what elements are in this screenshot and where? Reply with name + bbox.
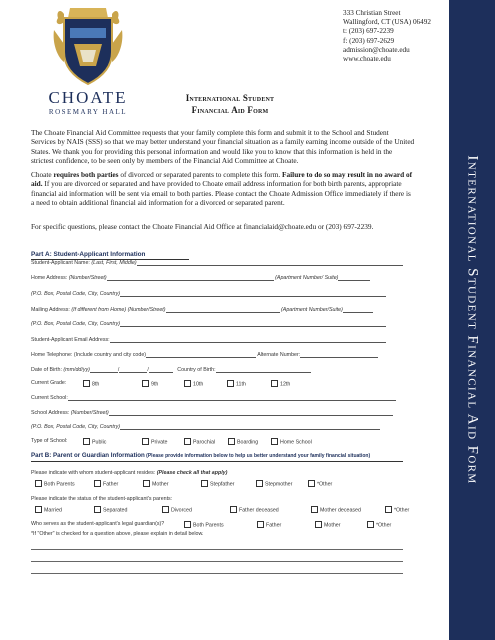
grade-8-checkbox[interactable] <box>83 380 90 387</box>
resides-both-option[interactable] <box>35 480 75 488</box>
mailing-po-hint: (P.O. Box, Postal Code, City, Country) <box>31 321 121 327</box>
grade-9-text: 9th <box>151 381 159 388</box>
resides-other-text: *Other <box>317 481 333 488</box>
grade-12-checkbox[interactable] <box>271 380 278 387</box>
grade-10-option[interactable] <box>184 380 203 388</box>
guardian-other-text: *Other <box>376 522 392 529</box>
home-address-line[interactable] <box>107 274 274 281</box>
type-home-checkbox[interactable] <box>271 438 278 445</box>
type-parochial-checkbox[interactable] <box>184 438 191 445</box>
status-mother-deceased-checkbox[interactable] <box>311 506 318 513</box>
type-private-checkbox[interactable] <box>142 438 149 445</box>
school-address-label: School Address: <box>31 410 71 416</box>
status-question <box>31 496 403 504</box>
address-city: Wallingford, CT (USA) 06492 <box>343 18 431 27</box>
applicant-name-field[interactable] <box>31 259 403 267</box>
resides-father-option[interactable] <box>94 480 118 488</box>
intro-paragraph-1: The Choate Financial Aid Committee requests that your family complete this form and submit it to the School and Student Services by NAIS (SSS) so that we may better understand your financial situation as a family earning income outside of the United States. We thank you for providing this personal information and would like you to know that this information is held in the strictest confidence, to be seen only by members of the Financial Aid Committee at Choate. <box>31 128 415 166</box>
resides-mother-text: Mother <box>152 481 169 488</box>
type-public-checkbox[interactable] <box>83 438 90 445</box>
guardian-father-text: Father <box>266 522 282 529</box>
resides-stepfather-text: Stepfather <box>210 481 235 488</box>
explain-line-1[interactable] <box>31 549 403 550</box>
type-home-option[interactable] <box>271 438 312 446</box>
telephone-label: Home Telephone: (Include country and city code) <box>31 352 147 358</box>
p2-text-c: of divorced or separated parents to complete this form. <box>118 170 283 179</box>
alternate-number-line[interactable] <box>300 351 378 358</box>
address-fax: f: (203) 697-2629 <box>343 36 395 45</box>
dob-label: Date of Birth: <box>31 367 64 373</box>
resides-stepmother-option[interactable] <box>256 480 292 488</box>
intro-paragraph-2 <box>31 170 415 208</box>
type-boarding-checkbox[interactable] <box>228 438 235 445</box>
cob-line[interactable] <box>216 366 311 373</box>
resides-both-text: Both Parents <box>44 481 75 488</box>
home-address-field[interactable] <box>31 274 403 282</box>
grade-8-text: 8th <box>92 381 100 388</box>
status-mother-deceased-text: Mother deceased <box>320 507 361 514</box>
current-school-field[interactable] <box>31 394 403 402</box>
grade-10-text: 10th <box>193 381 204 388</box>
guardian-both-text: Both Parents <box>193 522 224 529</box>
status-father-deceased-text: Father deceased <box>239 507 279 514</box>
guardian-row <box>31 521 403 529</box>
dob-month-line[interactable] <box>90 366 118 373</box>
p2-text-e: If you are divorced or separated and have provided to Choate email address information for both birth parents, appropriate financial aid information will be sent via email to both parties. Please contact the Choate Admission Office immediately if there is a need to obtain additional financial aid information for a divorced or separated parent. <box>31 179 411 208</box>
part-b-note: (Please provide information below to help us better understand your family financial situation) <box>144 453 371 459</box>
address-web: www.choate.edu <box>343 55 391 64</box>
school-address-field[interactable] <box>31 409 403 417</box>
type-private-text: Private <box>151 439 168 446</box>
applicant-name-line[interactable] <box>137 259 403 266</box>
resides-both-checkbox[interactable] <box>35 480 42 487</box>
crest-icon <box>50 4 126 86</box>
resides-father-text: Father <box>103 481 119 488</box>
telephone-field[interactable] <box>31 351 403 359</box>
mailing-po-field[interactable] <box>31 320 403 328</box>
grade-label: Current Grade: <box>31 380 67 386</box>
resides-father-checkbox[interactable] <box>94 480 101 487</box>
dob-year-line[interactable] <box>149 366 173 373</box>
grade-11-option[interactable] <box>227 380 246 388</box>
type-home-text: Home School <box>280 439 312 446</box>
grade-12-text: 12th <box>280 381 291 388</box>
applicant-name-label: Student-Applicant Name: <box>31 260 92 266</box>
school-po-hint: (P.O. Box, Postal Code, City, Country) <box>31 424 121 430</box>
school-type-label: Type of School: <box>31 438 68 444</box>
resides-stepfather-option[interactable] <box>201 480 234 488</box>
p2-text-d: Failure to do so may result in no award of aid. <box>31 170 413 189</box>
home-po-hint: (P.O. Box, Postal Code, City, Country) <box>31 291 121 297</box>
status-row <box>31 506 410 514</box>
email-field[interactable] <box>31 336 403 344</box>
grade-9-option[interactable] <box>142 380 158 388</box>
logo-subtitle: ROSEMARY HALL <box>48 108 128 116</box>
mailing-address-line[interactable] <box>166 306 280 313</box>
dob-day-line[interactable] <box>119 366 147 373</box>
home-apt-line[interactable] <box>338 274 370 281</box>
status-mother-deceased-option[interactable] <box>311 506 361 514</box>
part-a-heading: Part A: Student-Applicant Information <box>31 251 146 258</box>
type-private-option[interactable] <box>142 438 168 446</box>
resides-question <box>31 470 403 478</box>
p2-text-b: requires both parties <box>53 170 119 179</box>
mailing-po-line[interactable] <box>120 320 386 327</box>
type-parochial-option[interactable] <box>184 438 215 446</box>
mailing-address-field[interactable] <box>31 306 403 314</box>
intro-paragraph-3: For specific questions, please contact the Choate Financial Aid Office at financialaid@choate.edu or (203) 697-2239. <box>31 222 374 231</box>
guardian-mother-text: Mother <box>324 522 341 529</box>
telephone-line[interactable] <box>146 351 256 358</box>
school-type-row <box>31 438 403 446</box>
status-divorced-option[interactable] <box>162 506 192 514</box>
mailing-address-hint: (If different from Home) (Number/Street) <box>71 307 166 313</box>
resides-stepfather-checkbox[interactable] <box>201 480 208 487</box>
status-father-deceased-checkbox[interactable] <box>230 506 237 513</box>
address-phone: t: (203) 697-2239 <box>343 27 394 36</box>
form-title <box>150 92 310 116</box>
part-b-title: Part B: Parent or Guardian Information <box>31 452 145 459</box>
school-address <box>343 9 431 64</box>
status-divorced-text: Divorced <box>171 507 192 514</box>
mailing-apt-hint: (Apartment Number/Suite) <box>281 307 343 313</box>
grade-11-checkbox[interactable] <box>227 380 234 387</box>
type-boarding-option[interactable] <box>228 438 258 446</box>
type-public-text: Public <box>92 439 107 446</box>
explain-line-2[interactable] <box>31 561 403 562</box>
resides-other-option[interactable] <box>308 480 332 488</box>
status-divorced-checkbox[interactable] <box>162 506 169 513</box>
status-label: Please indicate the status of the student-applicant's parents: <box>31 496 173 502</box>
status-married-option[interactable] <box>35 506 62 514</box>
status-father-deceased-option[interactable] <box>230 506 279 514</box>
school-address-line[interactable] <box>109 409 393 416</box>
school-po-field[interactable] <box>31 423 403 431</box>
current-school-label: Current School: <box>31 395 68 401</box>
resides-row <box>31 480 403 488</box>
logo-wordmark: CHOATE <box>48 88 128 107</box>
resides-stepmother-text: Stepmother <box>265 481 293 488</box>
resides-note: (Please check all that apply) <box>156 470 228 476</box>
applicant-name-hint: (Last, First, Middle) <box>91 260 137 266</box>
other-explain-note: *If "Other" is checked for a question above, please explain in detail below. <box>31 531 204 537</box>
p2-text-a: Choate <box>31 170 54 179</box>
type-parochial-text: Parochial <box>193 439 216 446</box>
grade-row <box>31 380 403 388</box>
mailing-address-label: Mailing Address: <box>31 307 72 313</box>
current-school-line[interactable] <box>68 394 396 401</box>
form-title-line-2: Financial Aid Form <box>191 105 269 115</box>
guardian-father-checkbox[interactable] <box>257 521 264 528</box>
status-other-text: *Other <box>394 507 410 514</box>
home-apt-hint: (Apartment Number/ Suite) <box>275 275 339 281</box>
resides-mother-option[interactable] <box>143 480 169 488</box>
cob-label: Country of Birth: <box>177 367 216 373</box>
home-po-field[interactable] <box>31 290 403 298</box>
status-other-option[interactable] <box>385 506 409 514</box>
guardian-both-option[interactable] <box>184 521 224 529</box>
part-b-heading <box>31 452 370 459</box>
home-address-label: Home Address: <box>31 275 69 281</box>
guardian-mother-checkbox[interactable] <box>315 521 322 528</box>
status-separated-checkbox[interactable] <box>94 506 101 513</box>
school-address-hint: (Number/Street) <box>70 410 109 416</box>
grade-9-checkbox[interactable] <box>142 380 149 387</box>
mailing-apt-line[interactable] <box>343 306 373 313</box>
status-separated-option[interactable] <box>94 506 127 514</box>
email-line[interactable] <box>110 336 386 343</box>
explain-line-3[interactable] <box>31 573 403 574</box>
guardian-label: Who serves as the student-applicant's legal guardian(s)? <box>31 521 165 527</box>
status-married-text: Married <box>44 507 62 514</box>
sidebar-title: International Student Financial Aid Form <box>464 155 481 485</box>
form-title-line-1: International Student <box>185 93 275 103</box>
resides-other-checkbox[interactable] <box>308 480 315 487</box>
address-street: 333 Christian Street <box>343 9 401 17</box>
sidebar-banner <box>449 0 495 640</box>
resides-mother-checkbox[interactable] <box>143 480 150 487</box>
alternate-number-label: Alternate Number: <box>257 352 301 358</box>
guardian-other-checkbox[interactable] <box>367 521 374 528</box>
home-po-line[interactable] <box>120 290 386 297</box>
grade-8-option[interactable] <box>83 380 99 388</box>
resides-label: Please indicate with whom student-applicant resides: <box>31 470 157 476</box>
guardian-both-checkbox[interactable] <box>184 521 191 528</box>
grade-12-option[interactable] <box>271 380 290 388</box>
school-po-line[interactable] <box>120 423 380 430</box>
type-boarding-text: Boarding <box>237 439 259 446</box>
part-b-underline <box>31 460 403 462</box>
guardian-father-option[interactable] <box>257 521 281 529</box>
grade-10-checkbox[interactable] <box>184 380 191 387</box>
home-address-hint: (Number/Street) <box>68 275 107 281</box>
status-other-checkbox[interactable] <box>385 506 392 513</box>
guardian-mother-option[interactable] <box>315 521 341 529</box>
email-label: Student-Applicant Email Address: <box>31 337 110 343</box>
type-public-option[interactable] <box>83 438 106 446</box>
status-separated-text: Separated <box>103 507 128 514</box>
resides-stepmother-checkbox[interactable] <box>256 480 263 487</box>
grade-11-text: 11th <box>236 381 246 388</box>
status-married-checkbox[interactable] <box>35 506 42 513</box>
address-email: admission@choate.edu <box>343 45 410 54</box>
guardian-other-option[interactable] <box>367 521 391 529</box>
dob-hint: (mm/dd/yy) <box>63 367 90 373</box>
school-logo <box>32 4 144 116</box>
dob-field[interactable]: Date of Birth: (mm/dd/yy) / / Country of Birth: <box>31 366 403 374</box>
